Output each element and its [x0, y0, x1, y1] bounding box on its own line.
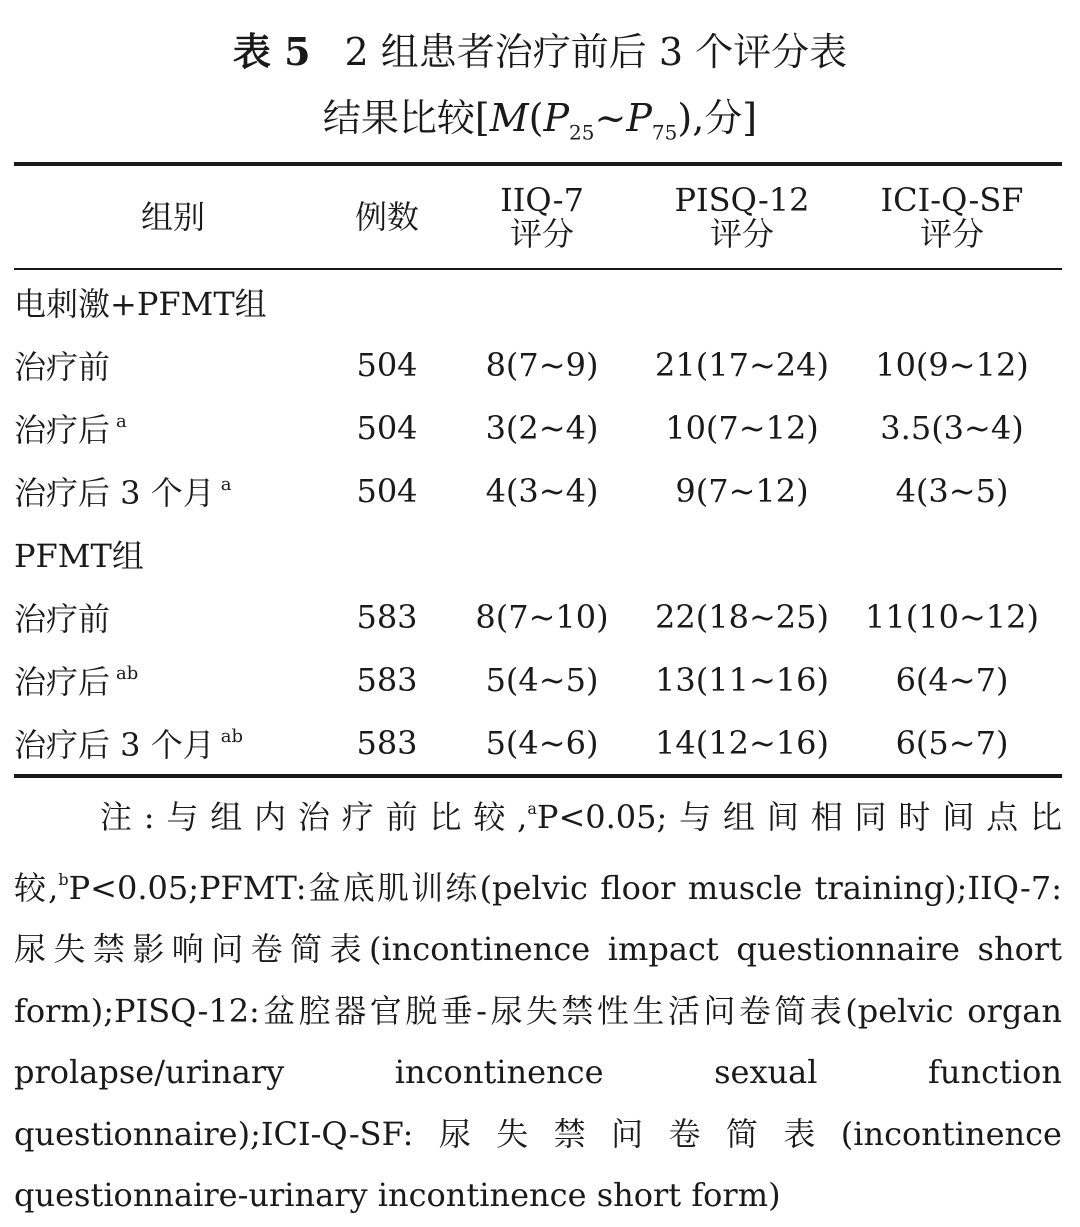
row-label-text: 治疗后 3 个月 [14, 725, 215, 764]
row-label [14, 648, 332, 711]
note-part-3: P<0.05;PFMT:盆底肌训练(pelvic floor muscle training);IIQ-7:尿失禁影响问卷简表(incontinence impact questionnaire short form);PISQ-12:盆腔器官脱垂-尿失禁性生活问卷简表(pelvic organ prolapse/urinary incontinence sexual function questionnaire);ICI-Q-SF:尿失禁问卷简表(incontinence questionnaire-urinary incontinence short form) [14, 868, 1062, 1214]
table-caption [0, 0, 1080, 161]
cell-iiq7: 4(3~4) [485, 471, 599, 510]
row-label-text: 治疗后 3 个月 [14, 473, 215, 512]
caption-suffix: ),分] [677, 96, 758, 140]
note-part-1: 注:与组内治疗前比较, [88, 798, 528, 836]
significance-mark: ab [220, 725, 243, 747]
table-row [14, 585, 1062, 648]
row-label-text: 治疗后 [14, 410, 111, 449]
caption-line-1 [0, 24, 1080, 80]
group-title-row [14, 269, 1062, 333]
cell-iiq7: 5(4~5) [485, 660, 599, 699]
cell-pisq12: 21(17~24) [655, 345, 829, 384]
row-label-text: 治疗前 [14, 599, 111, 638]
table-row [14, 711, 1062, 776]
cell-count: 583 [356, 660, 418, 699]
note-sup-a: a [527, 799, 537, 818]
cell-iciqsf: 6(4~7) [895, 660, 1009, 699]
header-pisq12-name: PISQ-12 [674, 181, 810, 219]
median-symbol: M [489, 96, 529, 140]
cell-iiq7: 3(2~4) [485, 408, 599, 447]
percentile-symbol-75: P [626, 96, 652, 140]
header-iiq7 [442, 164, 642, 269]
cell-iciqsf: 4(3~5) [895, 471, 1009, 510]
cell-count: 504 [356, 345, 418, 384]
header-iiq7-unit: 评分 [509, 215, 574, 253]
caption-open-paren: ( [528, 96, 544, 140]
cell-count: 504 [356, 471, 418, 510]
cell-count: 583 [356, 723, 418, 762]
caption-tilde: ~ [594, 96, 627, 140]
header-row [14, 164, 1062, 269]
header-iiq7-name: IIQ-7 [500, 181, 584, 219]
table-footnote [14, 778, 1062, 1227]
row-label-text: 治疗前 [14, 347, 111, 386]
percentile-symbol-25: P [543, 96, 570, 140]
header-count: 例数 [354, 198, 419, 236]
header-pisq12-unit: 评分 [709, 215, 774, 253]
header-iciqsf [842, 164, 1062, 269]
cell-iciqsf: 10(9~12) [875, 345, 1029, 384]
cell-pisq12: 22(18~25) [655, 597, 829, 636]
note-part-2: P<0.05;与组间相同时间点比较, [14, 798, 1062, 907]
row-label [14, 396, 332, 459]
row-label [14, 585, 332, 648]
header-iciqsf-unit: 评分 [919, 215, 984, 253]
cell-pisq12: 13(11~16) [655, 660, 829, 699]
percentile-75: 75 [651, 120, 678, 145]
header-group: 组别 [140, 198, 205, 236]
significance-mark: a [116, 410, 127, 432]
cell-iciqsf: 6(5~7) [895, 723, 1009, 762]
caption-prefix: 结果比较[ [322, 96, 490, 140]
row-label-text: 治疗后 [14, 662, 111, 701]
cell-iiq7: 8(7~10) [475, 597, 609, 636]
row-label [14, 333, 332, 396]
significance-mark: ab [116, 662, 139, 684]
cell-iiq7: 5(4~6) [485, 723, 599, 762]
header-pisq12 [642, 164, 842, 269]
cell-iciqsf: 3.5(3~4) [880, 408, 1024, 447]
cell-pisq12: 9(7~12) [675, 471, 809, 510]
header-iciqsf-name: ICI-Q-SF [880, 181, 1024, 219]
percentile-25: 25 [569, 120, 595, 145]
group-title-row [14, 522, 1062, 585]
table-row [14, 396, 1062, 459]
cell-count: 504 [356, 408, 418, 447]
note-sup-b: b [58, 869, 69, 889]
cell-iiq7: 8(7~9) [485, 345, 599, 384]
table-title: 2 组患者治疗前后 3 个评分表 [344, 30, 848, 74]
group-title: PFMT组 [14, 536, 144, 575]
cell-pisq12: 10(7~12) [665, 408, 819, 447]
caption-line-2 [0, 90, 1080, 161]
group-title: 电刺激+PFMT组 [14, 284, 267, 323]
cell-count: 583 [356, 597, 418, 636]
cell-iciqsf: 11(10~12) [865, 597, 1039, 636]
table-row [14, 333, 1062, 396]
row-label [14, 459, 332, 522]
significance-mark: a [220, 473, 232, 495]
table-number: 表 5 [232, 29, 311, 74]
row-label [14, 711, 332, 776]
results-table [14, 162, 1062, 778]
table-row [14, 648, 1062, 711]
cell-pisq12: 14(12~16) [655, 723, 829, 762]
table-row [14, 459, 1062, 522]
